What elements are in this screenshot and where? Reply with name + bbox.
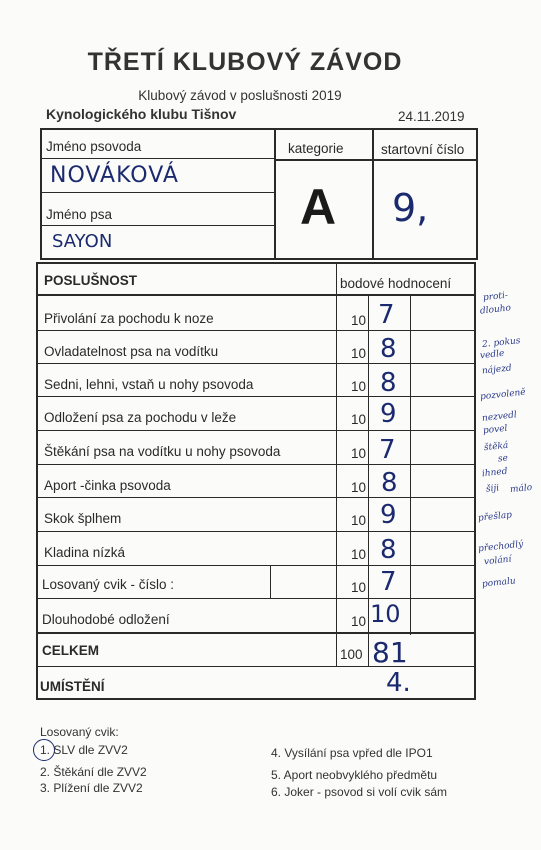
- exercise-max: 10: [351, 446, 367, 461]
- grid-line: [476, 128, 478, 260]
- grid-line: [36, 666, 476, 667]
- exercise-name: Losovaný cvik - číslo :: [42, 577, 175, 592]
- grid-line: [40, 225, 276, 226]
- legend-item: 1. SLV dle ZVV2: [40, 743, 128, 757]
- section-heading: POSLUŠNOST: [44, 273, 138, 288]
- grid-line: [40, 158, 276, 159]
- exercise-name: Dlouhodobé odložení: [42, 612, 170, 627]
- grid-line: [36, 363, 476, 364]
- margin-note: ihned: [481, 466, 509, 480]
- grid-line: [36, 497, 476, 498]
- total-max: 100: [340, 647, 363, 662]
- exercise-score: 9: [380, 399, 397, 429]
- start-number-label: startovní číslo: [381, 142, 465, 157]
- exercise-score: 8: [381, 468, 398, 498]
- exercise-max: 10: [351, 513, 367, 528]
- exercise-score: 8: [380, 334, 397, 364]
- margin-note: pomalu: [481, 576, 517, 590]
- exercise-max: 10: [351, 412, 367, 427]
- grid-line: [270, 565, 271, 598]
- margin-note: pozvoleně: [479, 387, 527, 403]
- legend-item: 4. Vysílání psa vpřed dle IPO1: [271, 746, 433, 760]
- placement-label: UMÍSTĚNÍ: [40, 679, 105, 694]
- grid-line: [36, 531, 476, 532]
- grid-line: [40, 128, 42, 260]
- exercise-score: 7: [380, 567, 397, 597]
- margin-note: nájezd: [481, 363, 513, 377]
- grid-line: [36, 430, 476, 431]
- dog-name-value: SAYON: [52, 231, 113, 252]
- grid-line: [274, 128, 276, 260]
- exercise-name: Aport -činka psovoda: [44, 478, 171, 493]
- handler-name-value: NOVÁKOVÁ: [50, 163, 179, 188]
- grid-line: [40, 258, 477, 260]
- legend-item: 2. Štěkání dle ZVV2: [40, 765, 147, 779]
- margin-note: šiji: [485, 483, 500, 495]
- exercise-max: 10: [351, 480, 367, 495]
- legend-item: 6. Joker - psovod si volí cvik sám: [271, 785, 448, 799]
- grid-line: [40, 192, 276, 193]
- exercise-score: 8: [380, 535, 397, 565]
- exercise-max: 10: [351, 313, 367, 328]
- total-score: 81: [372, 636, 408, 669]
- grid-line: [36, 464, 476, 465]
- form-title: TŘETÍ KLUBOVÝ ZÁVOD: [87, 48, 403, 76]
- handler-name-label: Jméno psovoda: [46, 139, 142, 154]
- grid-line: [274, 159, 478, 161]
- margin-note: málo: [509, 482, 533, 496]
- grid-line: [36, 396, 476, 397]
- grid-line: [36, 330, 476, 331]
- exercise-name: Ovladatelnost psa na vodítku: [44, 344, 219, 359]
- grid-line: [40, 128, 477, 130]
- grid-line: [474, 262, 476, 700]
- margin-note: nezvedl: [481, 410, 518, 424]
- exercise-score: 9: [380, 500, 397, 530]
- exercise-max: 10: [351, 547, 367, 562]
- exercise-score: 7: [378, 300, 395, 330]
- exercise-name: Kladina nízká: [44, 545, 126, 560]
- margin-note: přechodlý: [477, 539, 524, 555]
- exercise-score: 10: [370, 600, 401, 628]
- grid-line: [410, 295, 411, 635]
- grid-line: [36, 294, 476, 296]
- exercise-max: 10: [351, 379, 367, 394]
- club-name: Kynologického klubu Tišnov: [46, 106, 237, 122]
- grid-line: [36, 262, 476, 264]
- dog-name-label: Jméno psa: [46, 207, 113, 222]
- margin-note: 2. pokus: [481, 336, 521, 350]
- event-date: 24.11.2019: [398, 109, 465, 124]
- margin-note: volání: [483, 554, 512, 568]
- grid-line: [36, 698, 476, 700]
- grid-line: [372, 128, 374, 260]
- grid-line: [368, 295, 369, 667]
- grid-line: [36, 262, 38, 700]
- exercise-max: 10: [351, 346, 367, 361]
- margin-note: vedle: [479, 348, 505, 362]
- margin-note: dlouho: [479, 303, 512, 317]
- grid-line: [36, 598, 476, 599]
- exercise-name: Štěkání psa na vodítku u nohy psovoda: [44, 444, 281, 459]
- placement-value: 4.: [386, 668, 411, 698]
- scoring-heading: bodové hodnocení: [340, 276, 452, 291]
- category-label: kategorie: [288, 141, 344, 156]
- start-number-value: 9,: [392, 186, 429, 230]
- exercise-name: Odložení psa za pochodu v leže: [44, 410, 237, 425]
- category-value: A: [300, 179, 337, 235]
- total-label: CELKEM: [42, 643, 99, 658]
- grid-line: [36, 632, 476, 634]
- margin-note: štěká: [483, 440, 509, 454]
- margin-note: proti-: [482, 290, 509, 304]
- grid-line: [36, 565, 476, 566]
- exercise-score: 8: [380, 368, 397, 398]
- exercise-name: Skok šplhem: [44, 511, 122, 526]
- exercise-max: 10: [351, 614, 367, 629]
- margin-note: povel: [482, 423, 508, 437]
- exercise-max: 10: [351, 580, 367, 595]
- margin-note: přešlap: [477, 510, 513, 524]
- legend-item: 5. Aport neobvyklého předmětu: [271, 768, 438, 782]
- exercise-name: Přivolání za pochodu k noze: [44, 311, 214, 326]
- exercise-score: 7: [379, 435, 396, 465]
- legend-heading: Losovaný cvik:: [40, 725, 119, 739]
- exercise-name: Sedni, lehni, vstaň u nohy psovoda: [44, 377, 254, 392]
- margin-note: se: [497, 453, 509, 465]
- form-subtitle: Klubový závod v poslušnosti 2019: [138, 88, 342, 103]
- legend-item: 3. Plížení dle ZVV2: [40, 781, 143, 795]
